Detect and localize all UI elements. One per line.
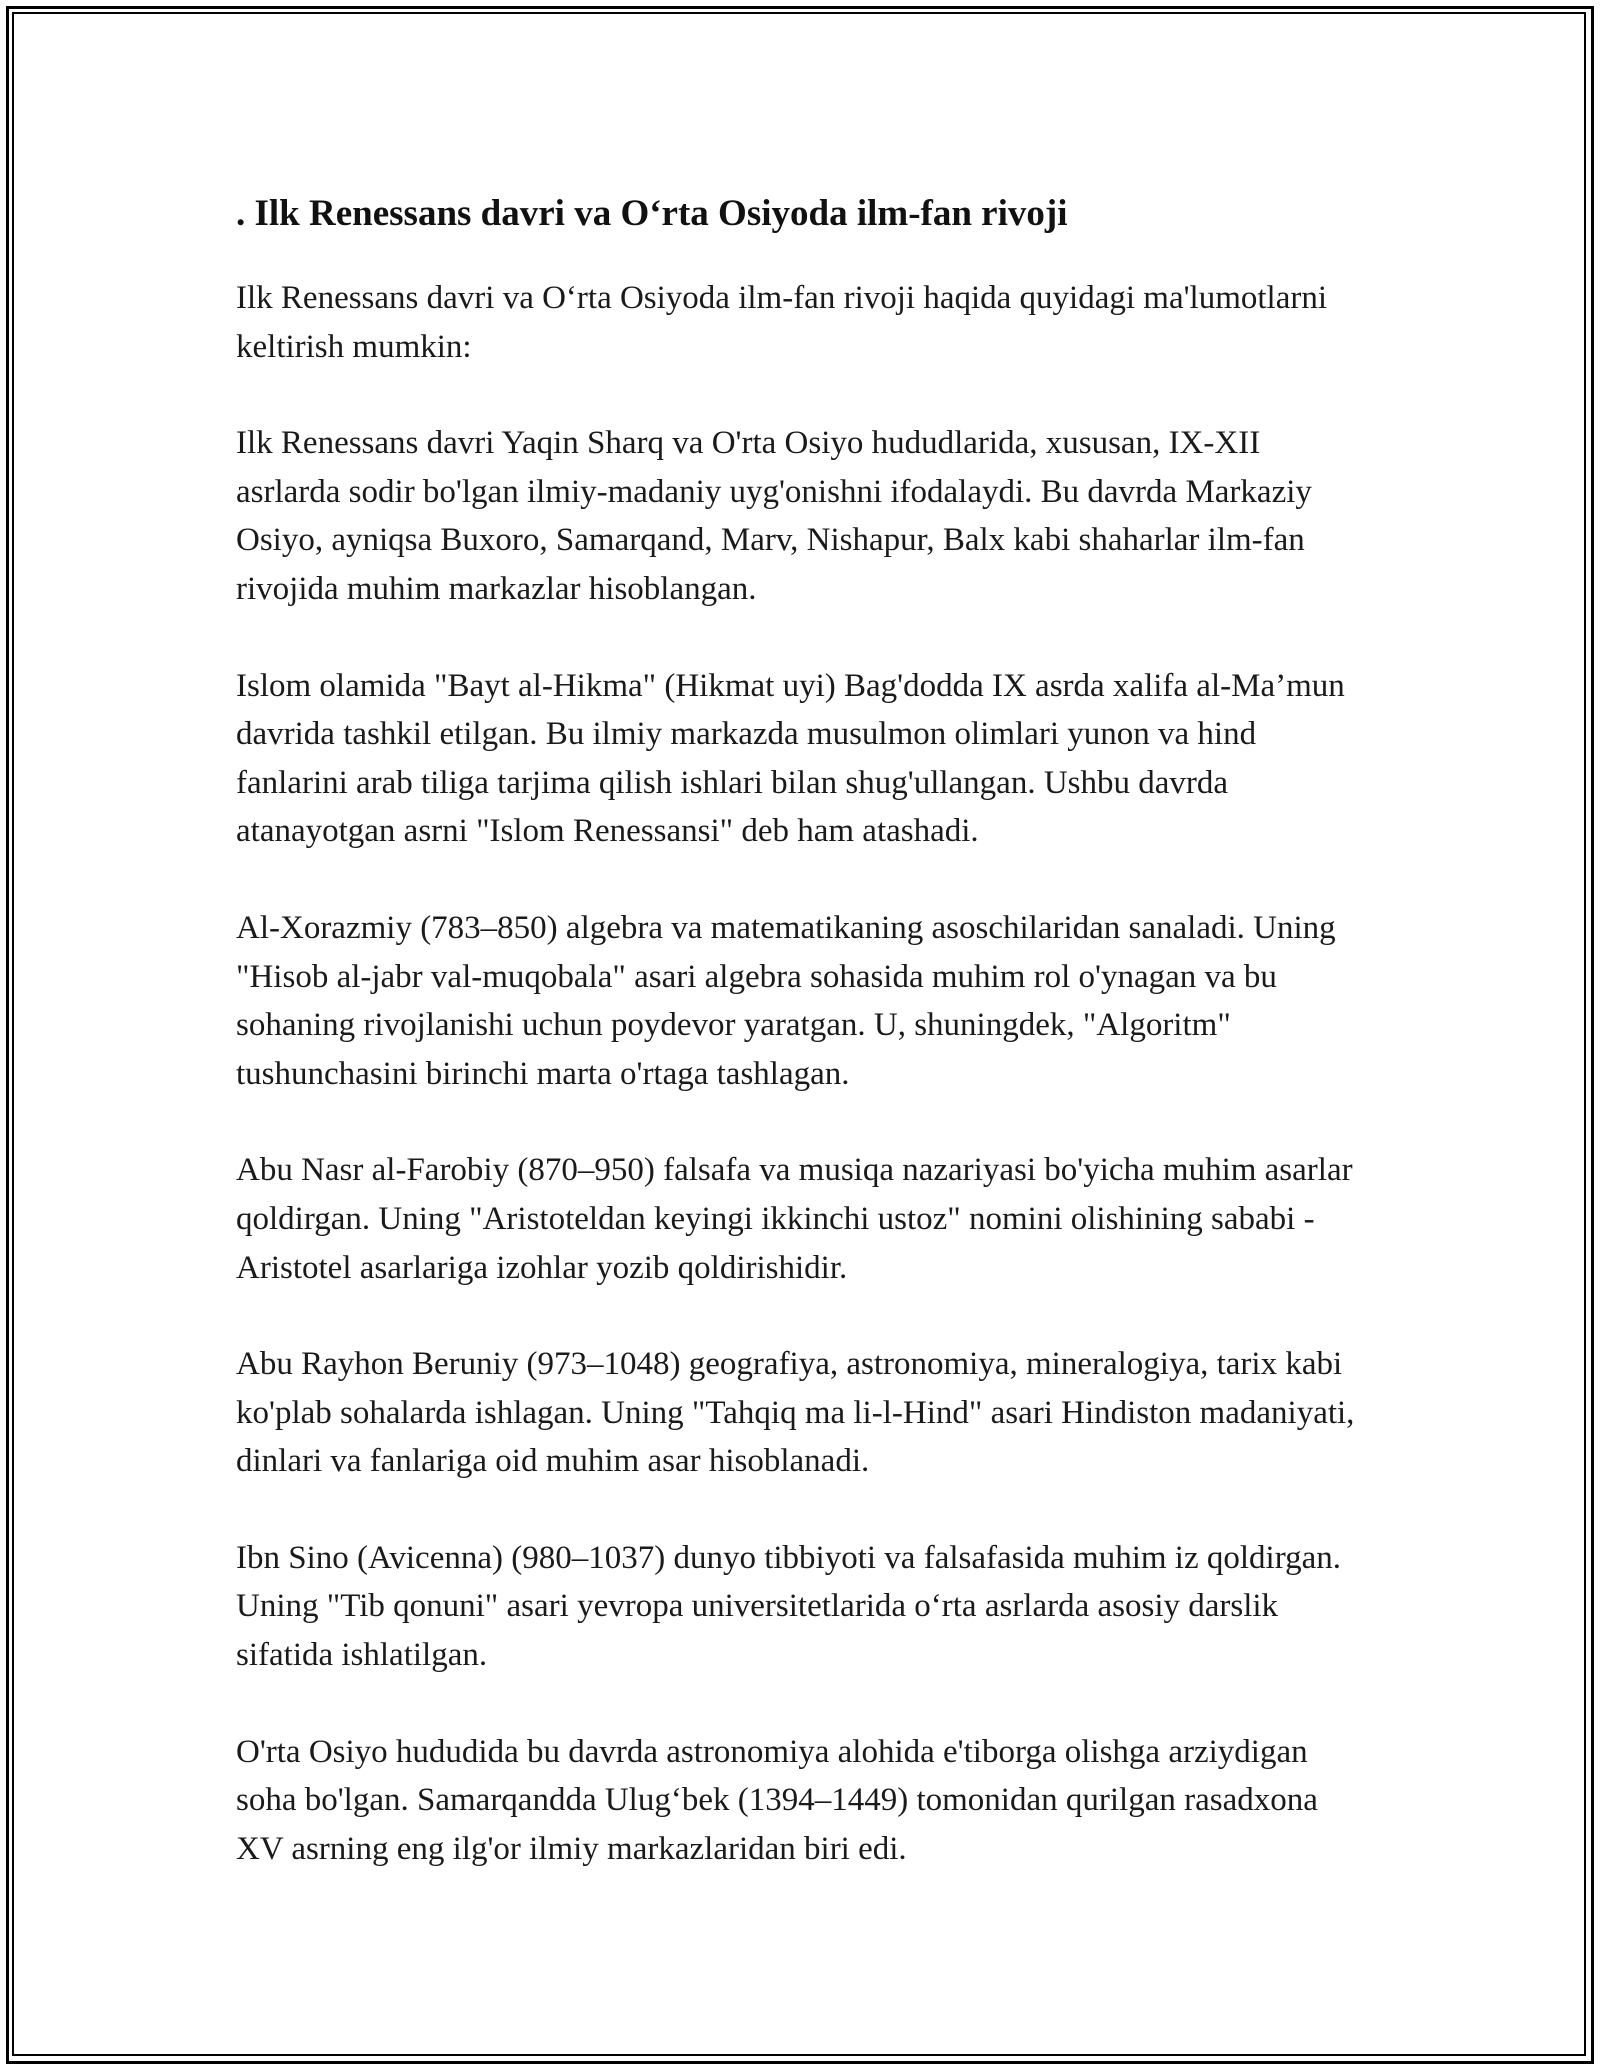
- document-body: [236, 186, 1366, 1921]
- paragraph-ibn-sino: Ibn Sino (Avicenna) (980–1037) dunyo tibbiyoti va falsafasida muhim iz qoldirgan. Uning "Tib qonuni" asari yevropa universitetlarida o‘rta asrlarda asosiy darslik sifatida ishlatilgan.: [236, 1539, 1341, 1674]
- paragraph-beruniy: Abu Rayhon Beruniy (973–1048) geografiya, astronomiya, mineralogiya, tarix kabi ko'plab sohalarda ishlagan. Uning "Tahqiq ma li-l-Hind" asari Hindiston madaniyati, dinlari va fanlariga oid muhim asar hisoblanadi.: [236, 1346, 1355, 1480]
- paragraph-intro: Ilk Renessans davri va O‘rta Osiyoda ilm-fan rivoji haqida quyidagi ma'lumotlarni keltirish mumkin:: [236, 280, 1328, 365]
- document-title: . Ilk Renessans davri va O‘rta Osiyoda ilm-fan rivoji: [236, 193, 1068, 234]
- paragraph-early-renaissance: Ilk Renessans davri Yaqin Sharq va O'rta Osiyo hududlarida, xususan, IX-XII asrlarda sodir bo'lgan ilmiy-madaniy uyg'onishni ifodalaydi. Bu davrda Markaziy Osiyo, ayniqsa Buxoro, Samarqand, Marv, Nishapur, Balx kabi shaharlar ilm-fan rivojida muhim markazlar hisoblangan.: [236, 425, 1312, 607]
- paragraph-al-farobiy: Abu Nasr al-Farobiy (870–950) falsafa va musiqa nazariyasi bo'yicha muhim asarlar qoldirgan. Uning "Aristoteldan keyingi ikkinchi ustoz" nomini olishining sababi - Aristotel asarlariga izohlar yozib qoldirishidir.: [236, 1152, 1353, 1286]
- paragraph-astronomy-ulugbek: O'rta Osiyo hududida bu davrda astronomiya alohida e'tiborga olishga arziydigan soha bo'lgan. Samarqandda Ulug‘bek (1394–1449) tomonidan qurilgan rasadxona XV asrning eng ilg'or ilmiy markazlaridan biri edi.: [236, 1733, 1318, 1867]
- paragraph-bayt-al-hikma: Islom olamida "Bayt al-Hikma" (Hikmat uyi) Bag'dodda IX asrda xalifa al-Ma’mun davrida tashkil etilgan. Bu ilmiy markazda musulmon olimlari yunon va hind fanlarini arab tiliga tarjima qilish ishlari bilan shug'ullangan. Ushbu davrda atanayotgan asrni "Islom Renessansi" deb ham atashadi.: [236, 667, 1345, 850]
- paragraph-al-xorazmiy: Al-Xorazmiy (783–850) algebra va matematikaning asoschilaridan sanaladi. Uning "Hisob al-jabr val-muqobala" asari algebra sohasida muhim rol o'ynagan va bu sohaning rivojlanishi uchun poydevor yaratgan. U, shuningdek, "Algoritm" tushunchasini birinchi marta o'rtaga tashlagan.: [236, 909, 1336, 1092]
